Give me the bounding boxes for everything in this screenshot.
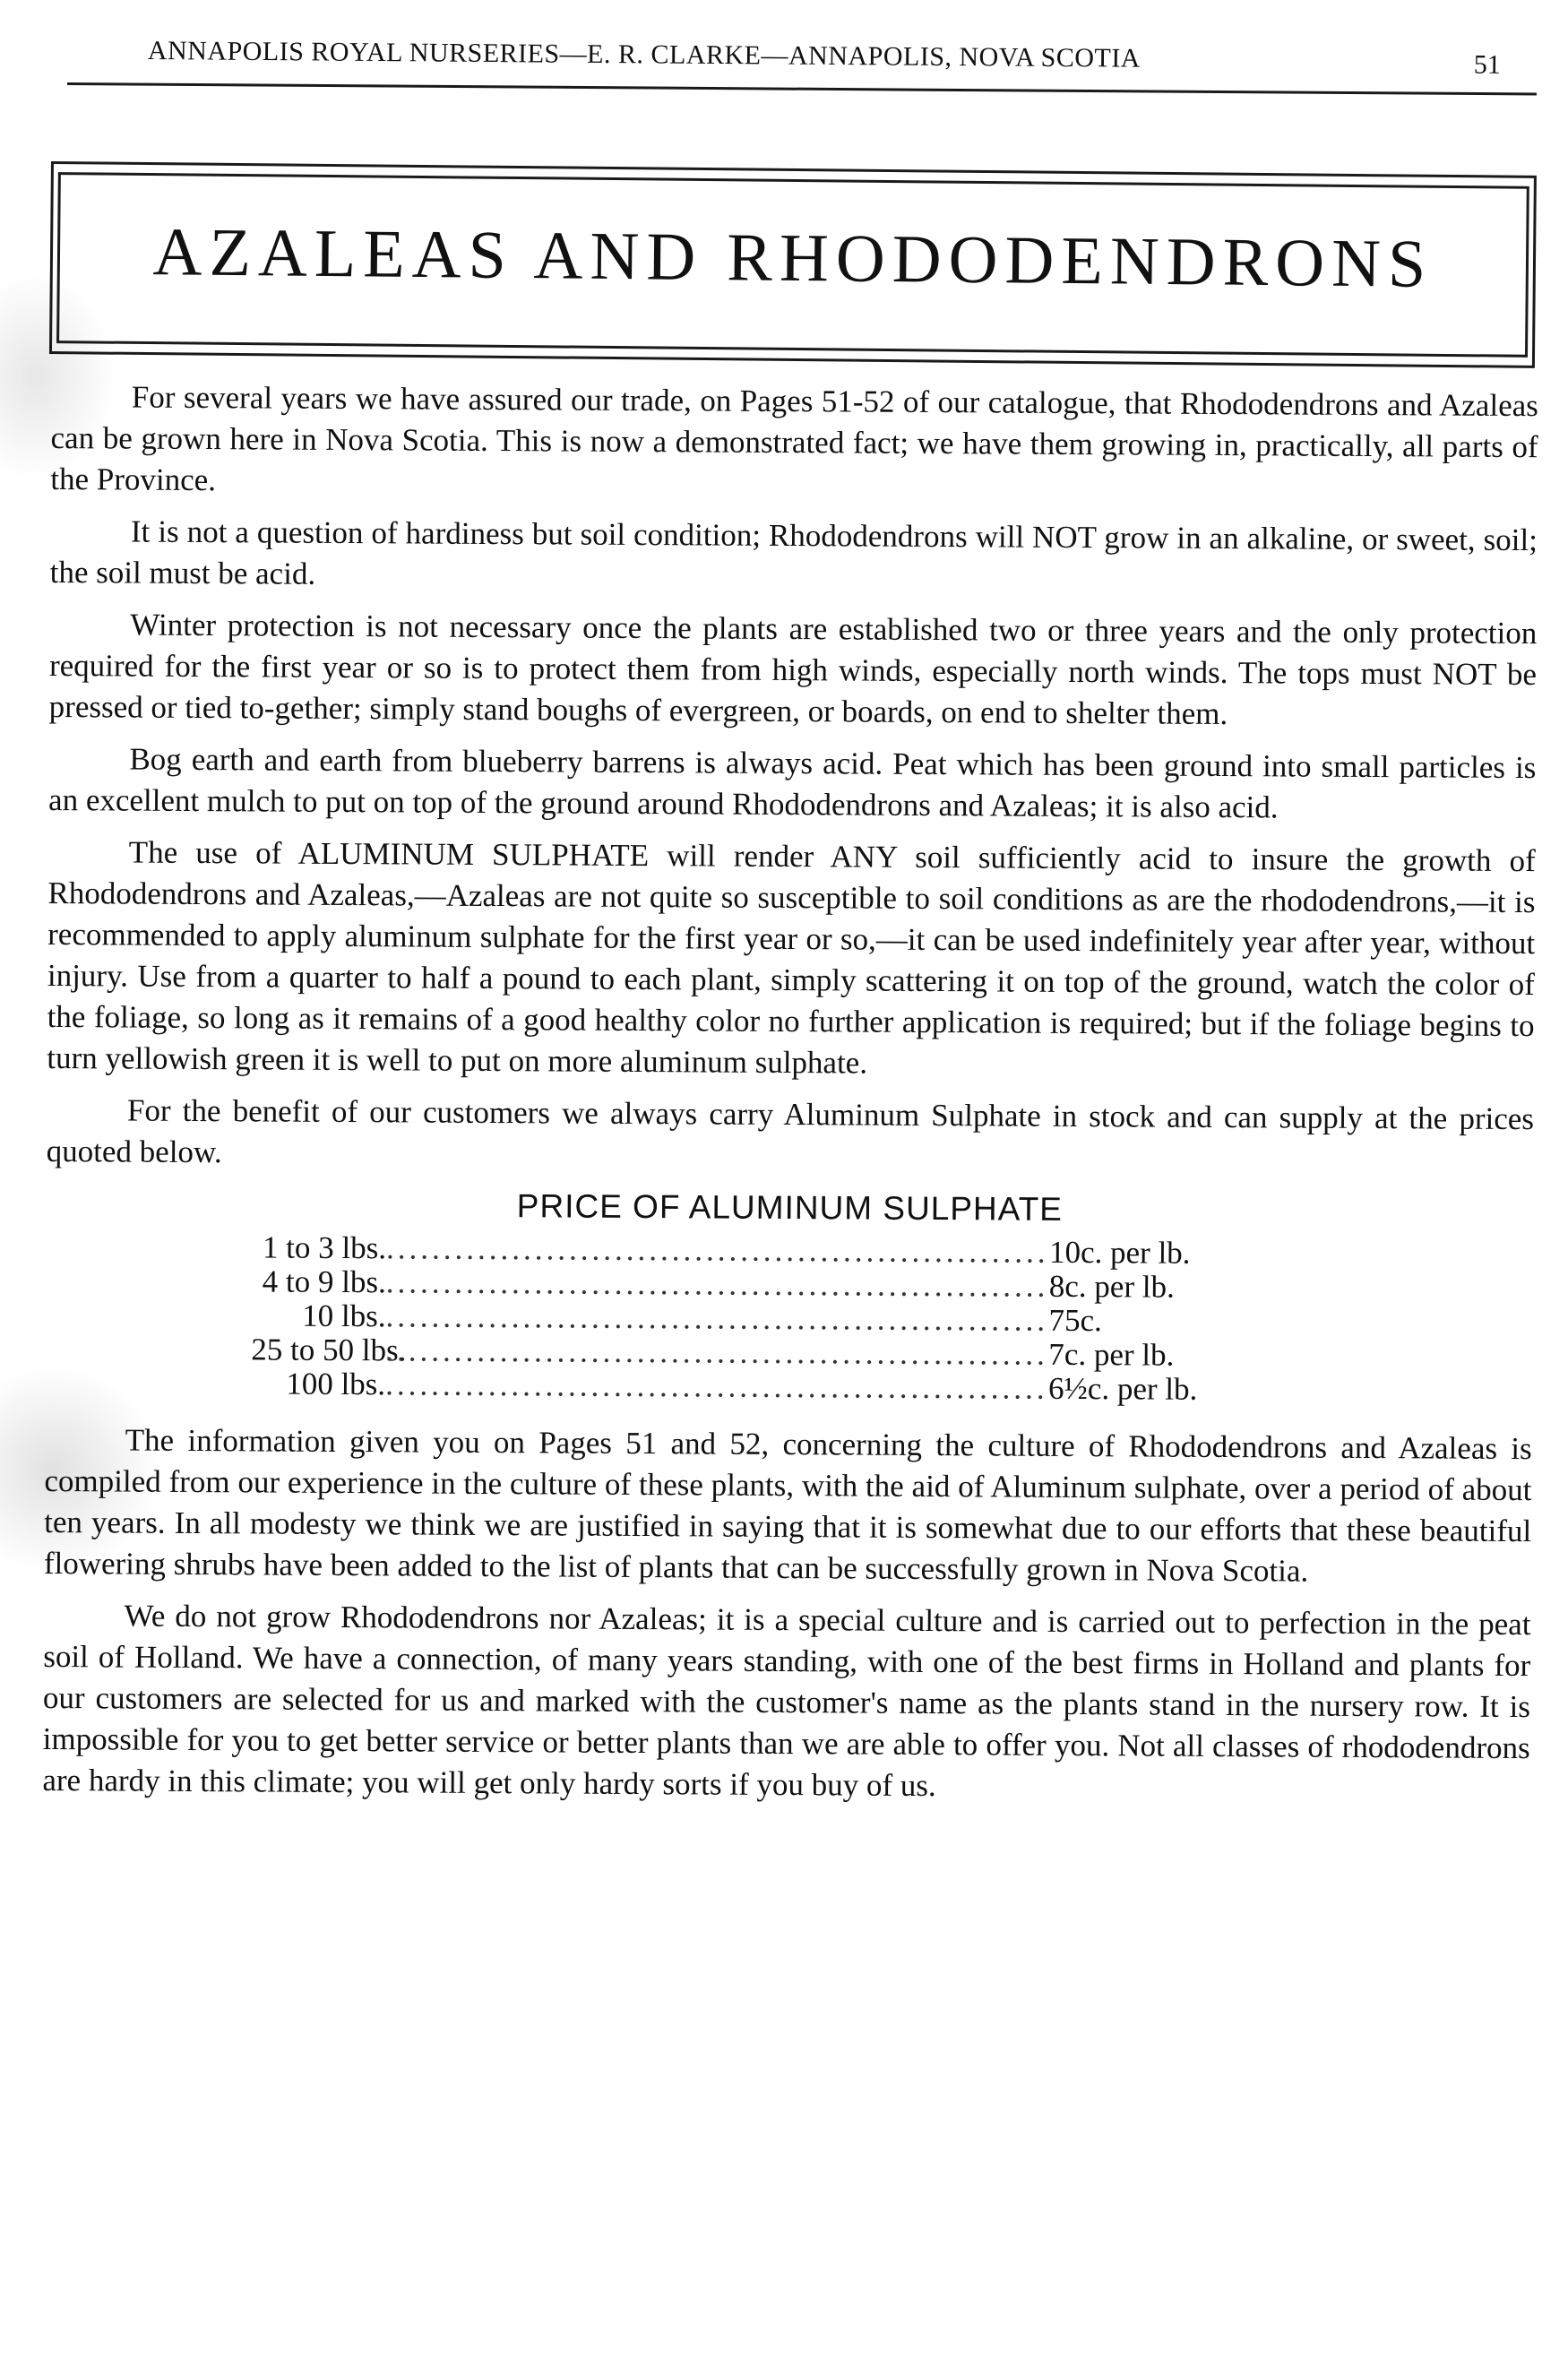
price-list-title: PRICE OF ALUMINUM SULPHATE (516, 1187, 1064, 1228)
dot-leader (386, 1265, 1049, 1304)
running-header (148, 36, 1519, 91)
paragraph-bog-earth: Bog earth and earth from blueberry barrens is always acid. Peat which has been ground into small particles is an excellent mulch to put on top of the ground around Rhododendrons and Azaleas; it is also acid. (47, 741, 1537, 825)
dot-leader (385, 1299, 1048, 1338)
running-title: ANNAPOLIS ROYAL NURSERIES—E. R. CLARKE—ANNAPOLIS, NOVA SCOTIA (147, 36, 1142, 73)
price-value: 6½c. per lb. (1048, 1370, 1198, 1407)
price-value: 75c. (1048, 1302, 1103, 1339)
price-quantity: 25 to 50 lbs. (251, 1332, 407, 1368)
price-row (251, 1367, 1281, 1407)
price-quantity: 100 lbs. (286, 1366, 386, 1402)
page-number: 51 (1473, 49, 1501, 80)
price-list (251, 1230, 1282, 1407)
dot-leader (385, 1367, 1048, 1406)
paragraph-information-source: The information given you on Pages 51 and 52, concerning the culture of Rhododendrons and Azaleas is compiled from our experience in the culture of these plants, with the aid of Aluminum sulphate, over a period of about ten years. In all modesty we think we are justified in saying that it is somewhat due to our efforts that these beautiful flowering shrubs have been added to the list of plants that can be successfully grown in Nova Scotia. (43, 1422, 1532, 1589)
paragraph-winter-protection: Winter protection is not necessary once the plants are established two or three years and the only protection required for the first year or so is to protect them from high winds, especially north winds. The tops must NOT be pressed or tied to-gether; simply stand boughs of evergreen, or boards, on end to shelter them. (48, 607, 1538, 732)
section-title-box (49, 161, 1537, 368)
paragraph-holland-supplier: We do not grow Rhododendrons nor Azaleas; it is a special culture and is carried out to perfection in the peat soil of Holland. We have a connection, of many years standing, with one of the best firms in Holland and plants for our customers are selected for us and marked with the customer's name as the plants stand in the nursery row. It is impossible for you to get better service or better plants than we are able to offer you. Not all classes of rhododendrons are hardy in this climate; you will get only hardy sorts if you buy of us. (42, 1598, 1531, 1804)
dot-leader (385, 1333, 1048, 1372)
price-quantity: 4 to 9 lbs. (262, 1263, 386, 1300)
paragraph-aluminum-sulphate: The use of ALUMINUM SULPHATE will render ANY soil sufficiently acid to insure the growth of Rhododendrons and Azaleas,—Azaleas are not quite so susceptible to soil conditions as are the rhododendrons,—it is recommended to apply aluminum sulphate for the first year or so,—it can be used indefinitely year after year, without injury. Use from a quarter to half a pound to each plant, simply scattering it on top of the ground, watch the color of the foliage, so long as it remains of a good healthy color no further application is required; but if the foliage begins to turn yellowish green it is well to put on more aluminum sulphate. (47, 834, 1536, 1081)
price-value: 8c. per lb. (1048, 1268, 1175, 1305)
section-heading: AZALEAS AND RHODODENDRONS (152, 214, 1434, 302)
paragraph-intro: For several years we have assured our trade, on Pages 51-52 of our catalogue, that Rhododendrons and Azaleas can be grown here in Nova Scotia. This is now a demonstrated fact; we have them growing in, practically, all parts of the Province. (50, 379, 1538, 498)
price-quantity: 1 to 3 lbs. (262, 1229, 387, 1266)
paragraph-soil-condition: It is not a question of hardiness but soil condition; Rhododendrons will NOT grow in an alkaline, or sweet, soil; the soil must be acid. (49, 513, 1538, 591)
article-body (42, 376, 1538, 1821)
price-quantity: 10 lbs. (302, 1298, 386, 1334)
price-value: 7c. per lb. (1048, 1336, 1175, 1373)
dot-leader (386, 1231, 1049, 1270)
paragraph-stock-note: For the benefit of our customers we always carry Aluminum Sulphate in stock and can supply at the prices quoted below. (46, 1092, 1535, 1170)
price-value: 10c. per lb. (1048, 1234, 1191, 1271)
